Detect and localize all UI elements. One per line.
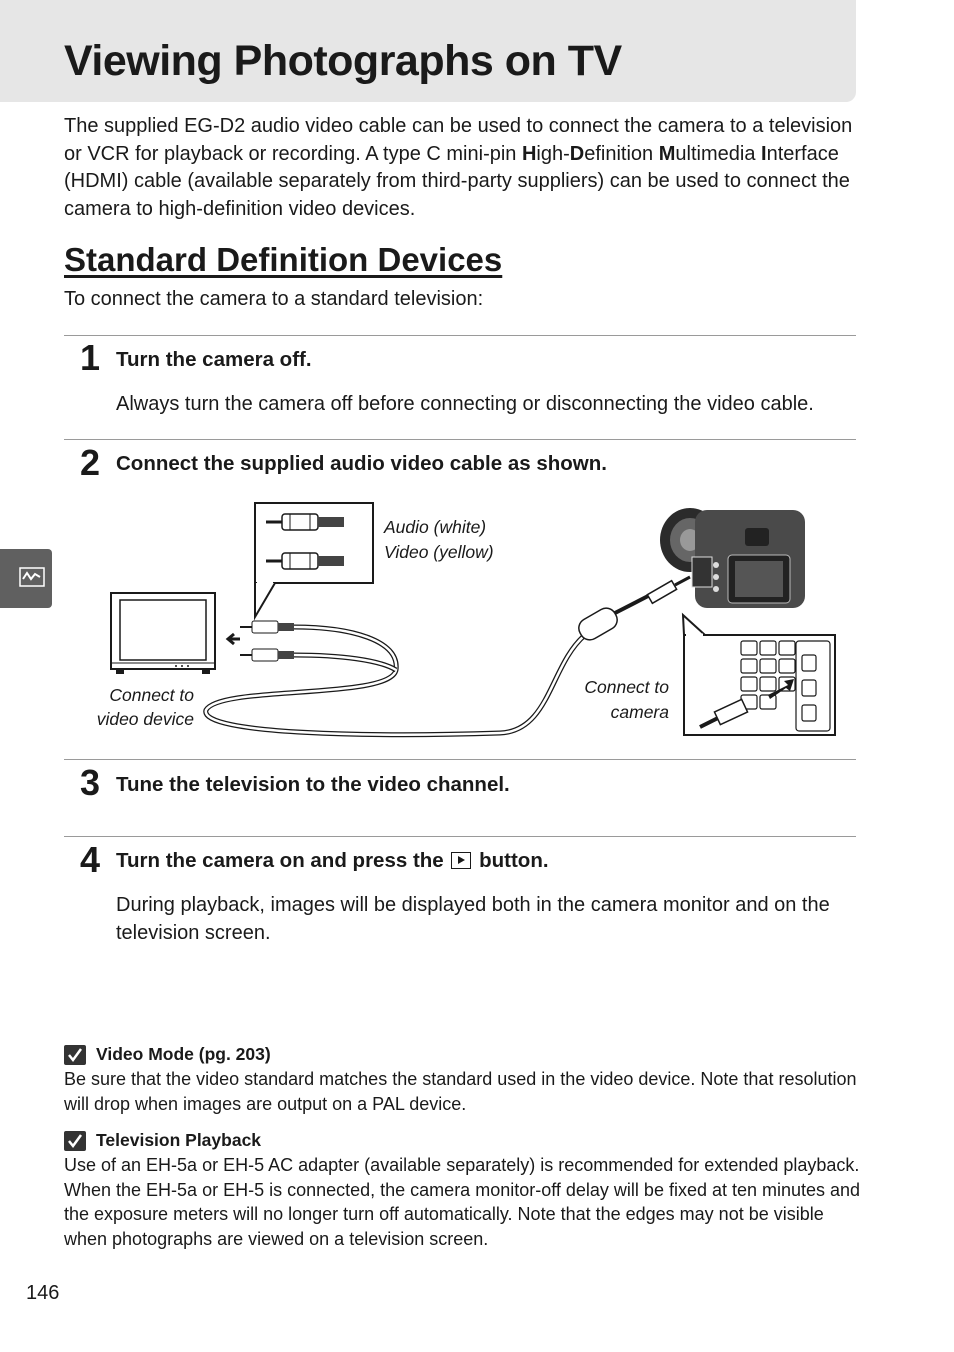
step-number: 4 [80, 839, 101, 880]
step-divider [64, 836, 856, 837]
camera-icon [660, 508, 805, 608]
note-title: Video Mode (pg. 203) [96, 1044, 271, 1064]
page-number: 146 [26, 1282, 60, 1304]
connector-callout [255, 503, 373, 617]
page-title: Viewing Photographs on TV [64, 37, 622, 85]
section-intro: To connect the camera to a standard television: [64, 288, 484, 310]
camera-label-line2: camera [610, 702, 669, 722]
step-number: 2 [80, 442, 101, 483]
camera-label-line1: Connect to [584, 677, 669, 697]
note-title: Television Playback [96, 1130, 262, 1150]
arrow-left-icon [228, 634, 240, 644]
video-label: Video (yellow) [384, 542, 494, 562]
step-divider [64, 335, 856, 336]
play-button-icon [451, 852, 471, 869]
checkmark-note-icon [64, 1131, 86, 1151]
step-title: Tune the television to the video channel. [116, 773, 510, 796]
section-title: Standard Definition Devices [64, 241, 503, 278]
step-divider [64, 759, 856, 760]
step-number: 1 [80, 337, 101, 378]
checkmark-note-icon [64, 1045, 86, 1065]
television-icon [111, 593, 215, 674]
chapter-tab [0, 549, 52, 608]
step-divider [64, 439, 856, 440]
step-body: During playback, images will be displayed both in the camera monitor and on the television screen. [116, 894, 830, 944]
intro-paragraph: The supplied EG-D2 audio video cable can be used to connect the camera to a television or VCR for playback or recording. A type C mini-pin High-Definition Multimedia Interface (HDMI) cable (available separately from third-party suppliers) can be used to connect the camera to high-definition video devices. [64, 115, 853, 220]
camera-port-detail [683, 615, 835, 735]
step-number: 3 [80, 762, 101, 803]
note-text: Use of an EH-5a or EH-5 AC adapter (available separately) is recommended for extended playback. When the EH-5a or EH-5 is connected, the camera monitor-off delay will be fixed at ten minutes and the exposure meters will no longer turn off automatically. Note that the edges may not be visible when photographs are viewed on a television screen. [64, 1155, 861, 1249]
playback-wave-icon [0, 549, 52, 608]
step-body: Always turn the camera off before connecting or disconnecting the video cable. [116, 393, 814, 415]
tv-plugs [240, 621, 294, 661]
note-text: Be sure that the video standard matches the standard used in the video device. Note that resolution will drop when images are output on a PAL device. [64, 1069, 857, 1114]
device-label-line2: video device [96, 709, 194, 729]
device-label-line1: Connect to [109, 685, 194, 705]
step-title: Connect the supplied audio video cable as shown. [116, 452, 607, 475]
step-title: Turn the camera off. [116, 348, 312, 371]
step-title: Turn the camera on and press the button. [116, 849, 549, 872]
audio-label: Audio (white) [384, 517, 487, 537]
